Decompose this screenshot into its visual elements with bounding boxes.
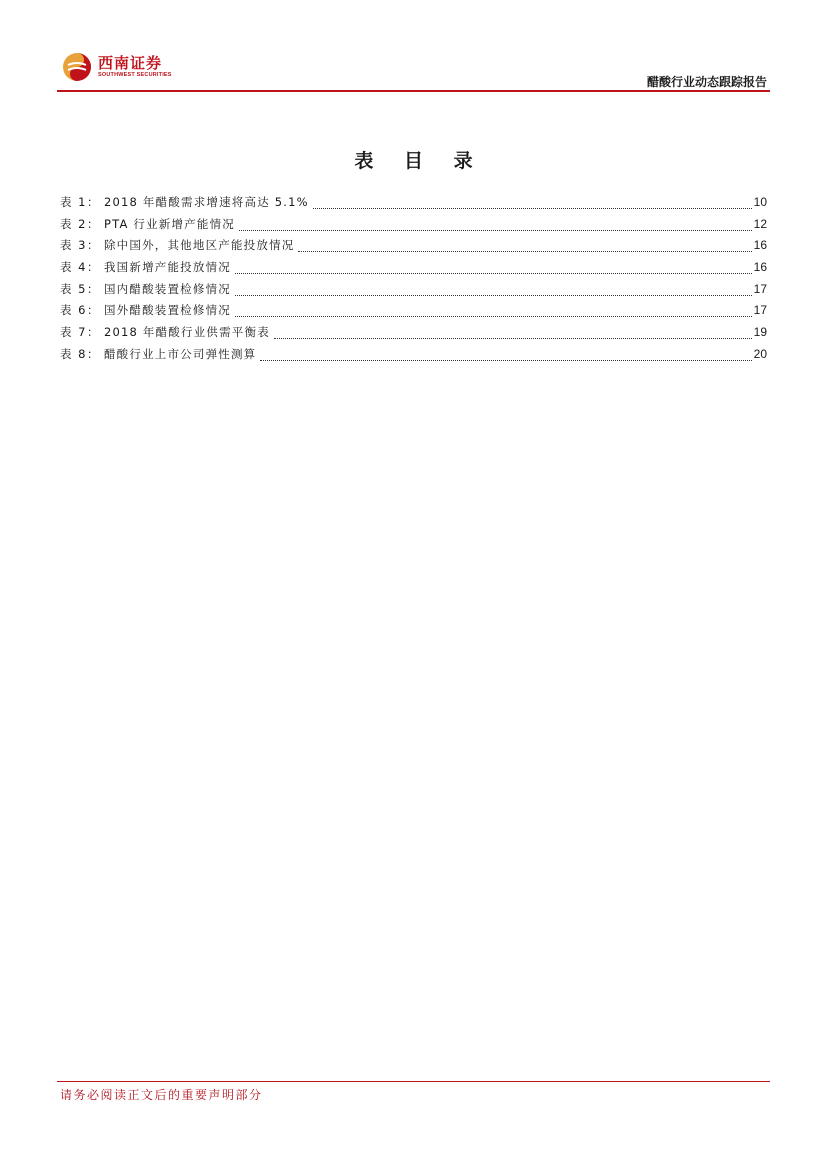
- report-title: 醋酸行业动态跟踪报告: [646, 75, 767, 89]
- dot-leader: [313, 207, 752, 209]
- company-logo: [62, 50, 172, 84]
- dot-leader: [298, 250, 751, 252]
- logo-emblem-icon: [62, 52, 92, 82]
- toc-entry-title: 2018 年醋酸行业供需平衡表: [103, 325, 270, 340]
- toc-entry-page: 10: [753, 195, 767, 209]
- toc-entry-page: 20: [753, 346, 767, 361]
- toc-entry-title: 醋酸行业上市公司弹性测算: [103, 346, 257, 361]
- toc-heading: 表 目 录: [354, 150, 485, 172]
- toc-entry-title: 国内醋酸装置检修情况: [103, 281, 231, 296]
- toc-entry-label: 表 6：: [60, 303, 100, 318]
- toc-entry[interactable]: [60, 214, 767, 236]
- toc-entry-title: 国外醋酸装置检修情况: [103, 303, 231, 318]
- toc-entry-label: 表 3：: [60, 238, 100, 253]
- dot-leader: [235, 272, 752, 274]
- toc-entry-title: 我国新增产能投放情况: [103, 260, 231, 275]
- dot-leader: [274, 337, 752, 339]
- toc-entry-page: 19: [753, 325, 767, 340]
- toc-entry-label: 表 7：: [60, 325, 100, 340]
- toc-entry-label: 表 2：: [60, 216, 100, 231]
- footer-divider: [57, 1081, 770, 1082]
- toc-entry[interactable]: [60, 300, 767, 322]
- toc-entry[interactable]: [60, 192, 767, 214]
- toc-entry[interactable]: [60, 279, 767, 301]
- header-divider: [57, 90, 770, 92]
- toc-entry-page: 17: [753, 281, 767, 296]
- toc-entry-title: 除中国外，其他地区产能投放情况: [103, 238, 295, 253]
- table-of-tables: [60, 192, 767, 366]
- toc-entry-page: 16: [753, 238, 767, 253]
- toc-entry-label: 表 1：: [60, 195, 100, 209]
- toc-entry-label: 表 4：: [60, 260, 100, 275]
- toc-entry[interactable]: [60, 344, 767, 366]
- toc-entry[interactable]: [60, 257, 767, 279]
- logo-english-name: SOUTHWEST SECURITIES: [98, 72, 172, 78]
- toc-entry-page: 16: [753, 260, 767, 275]
- toc-entry-title: 2018 年醋酸需求增速将高达 5.1%: [103, 195, 309, 209]
- dot-leader: [235, 315, 752, 317]
- toc-entry-page: 17: [753, 303, 767, 318]
- logo-chinese-name: 西南证券: [98, 54, 163, 72]
- disclaimer-note: 请务必阅读正文后的重要声明部分: [60, 1088, 263, 1102]
- toc-entry-label: 表 8：: [60, 346, 100, 361]
- dot-leader: [260, 359, 751, 361]
- dot-leader: [235, 294, 752, 296]
- dot-leader: [239, 229, 752, 231]
- toc-entry-page: 12: [753, 216, 767, 231]
- toc-entry-title: PTA 行业新增产能情况: [103, 216, 235, 231]
- toc-entry[interactable]: [60, 322, 767, 344]
- toc-entry-label: 表 5：: [60, 281, 100, 296]
- toc-entry[interactable]: [60, 235, 767, 257]
